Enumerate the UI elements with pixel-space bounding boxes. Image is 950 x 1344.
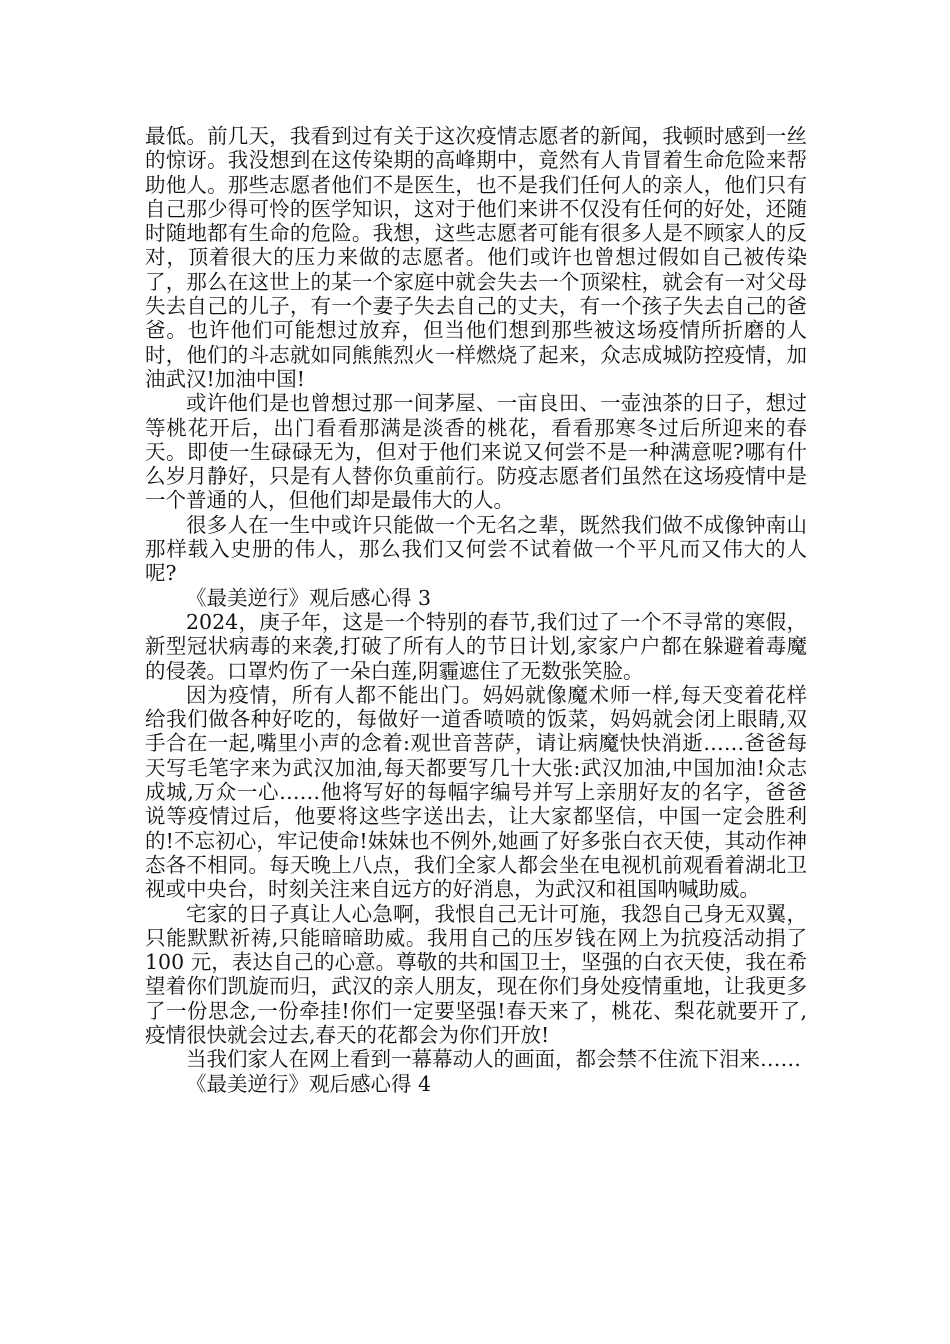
paragraph-1: 最低。前几天，我看到过有关于这次疫情志愿者的新闻，我顿时感到一丝的惊讶。我没想到在这传染期的高峰期中，竟然有人肯冒着生命危险来帮助他人。那些志愿者他们不是医生，也不是我们任何人的亲人，他们只有自己那少得可怜的医学知识，这对于他们来讲不仅没有任何的好处，还随时随地都有生命的危险。我想，这些志愿者可能有很多人是不顾家人的反对，顶着很大的压力来做的志愿者。他们或许也曾想过假如自己被传染了，那么在这世上的某一个家庭中就会失去一个顶梁柱，就会有一对父母失去自己的儿子，有一个妻子失去自己的丈夫，有一个孩子失去自己的爸爸。也许他们可能想过放弃，但当他们想到那些被这场疫情所折磨的人时，他们的斗志就如同熊熊烈火一样燃烧了起来，众志成城防控疫情，加油武汉!加油中国!: [145, 124, 807, 391]
section-heading-3: 《最美逆行》观后感心得 3: [186, 585, 432, 610]
section-heading-4: 《最美逆行》观后感心得 4: [186, 1071, 432, 1096]
paragraph-2: 或许他们是也曾想过那一间茅屋、一亩良田、一壶浊茶的日子，想过等桃花开后，出门看看那满是淡香的桃花，看看那寒冬过后所迎来的春天。即使一生碌碌无为，但对于他们来说又何尝不是一种满意呢?哪有什么岁月静好，只是有人替你负重前行。防疫志愿者们虽然在这场疫情中是一个普通的人，但他们却是最伟大的人。: [145, 391, 807, 513]
paragraph-6: 宅家的日子真让人心急啊，我恨自己无计可施，我怨自己身无双翼，只能默默祈祷,只能暗暗助威。我用自己的压岁钱在网上为抗疫活动捐了 100 元，表达自己的心意。尊敬的共和国卫士，坚强的白衣天使，我在希望着你们凯旋而归，武汉的亲人朋友，现在你们身处疫情重地，让我更多了一份思念,一份牵挂!你们一定要坚强!春天来了，桃花、梨花就要开了,疫情很快就会过去,春天的花都会为你们开放!: [145, 901, 807, 1047]
paragraph-5: 因为疫情，所有人都不能出门。妈妈就像魔术师一样,每天变着花样给我们做各种好吃的，每做好一道香喷喷的饭菜，妈妈就会闭上眼睛,双手合在一起,嘴里小声的念着:观世音菩萨，请让病魔快快消逝……爸爸每天写毛笔字来为武汉加油,每天都要写几十大张:武汉加油,中国加油!众志成城,万众一心……他将写好的每幅字编号并写上亲朋好友的名字，爸爸说等疫情过后，他要将这些字送出去，让大家都坚信，中国一定会胜利的!不忘初心，牢记使命!妹妹也不例外,她画了好多张白衣天使，其动作神态各不相同。每天晚上八点，我们全家人都会坐在电视机前观看着湖北卫视或中央台，时刻关注来自远方的好消息，为武汉和祖国呐喊助威。: [145, 682, 807, 902]
paragraph-3: 很多人在一生中或许只能做一个无名之辈，既然我们做不成像钟南山那样载入史册的伟人，那么我们又何尝不试着做一个平凡而又伟大的人呢?: [145, 512, 807, 586]
document-body: [145, 124, 807, 1096]
paragraph-7: 当我们家人在网上看到一幕幕动人的画面，都会禁不住流下泪来……: [186, 1047, 801, 1072]
paragraph-4: 2024，庚子年，这是一个特别的春节,我们过了一个不寻常的寒假，新型冠状病毒的来袭,打破了所有人的节日计划,家家户户都在躲避着毒魔的侵袭。口罩灼伤了一朵白莲,阴霾遮住了无数张笑脸。: [145, 609, 807, 683]
